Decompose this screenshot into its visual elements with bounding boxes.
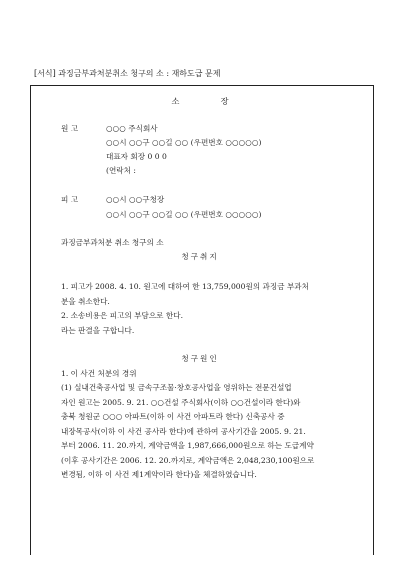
claim-reason-heading: 청구원인 <box>181 354 219 363</box>
case-name: 과징금부과처분 취소 청구의 소 <box>61 238 164 247</box>
claim-purpose-heading: 청구취지 <box>181 252 219 261</box>
title-char-1: 소 <box>171 96 180 106</box>
claim-purpose-line: 2. 소송비용은 피고의 부담으로 한다. <box>61 311 184 320</box>
claim-purpose-line: 라는 판결을 구합니다. <box>61 326 135 335</box>
title-char-2: 장 <box>220 96 229 106</box>
claim-reason-line: 내장목공사(이하 이 사건 공사라 한다)에 관하여 공사기간을 2005. 9. 21. <box>61 427 306 436</box>
claim-reason-line: 부터 2006. 11. 20.까지, 계약금액을 1,987,666,000원으로 하는 도급계약 <box>61 441 314 450</box>
plaintiff-label: 원 고 <box>61 124 79 133</box>
claim-reason-line: (1) 실내건축공사업 및 금속구조물·창호공사업을 영위하는 전문건설업 <box>61 383 292 392</box>
defendant-name: ○○시 ○○구청장 <box>106 195 165 204</box>
claim-reason-line: (이후 공사기간은 2006. 12. 20.까지로, 계약금액은 2,048,230,100원으로 <box>61 456 315 465</box>
document-title <box>0 96 400 106</box>
document-header: [서식] 과징금부과처분취소 청구의 소 : 재하도급 문제 <box>34 69 221 78</box>
defendant-label: 피 고 <box>61 195 79 204</box>
plaintiff-representative: 대표자 회장 0 0 0 <box>106 152 167 161</box>
claim-reason-line: 1. 이 사건 처분의 경위 <box>61 369 137 378</box>
claim-purpose-line: 분을 취소한다. <box>61 297 110 306</box>
plaintiff-name: ○○○ 주식회사 <box>106 124 158 133</box>
plaintiff-contact: (연락처 : <box>106 166 136 175</box>
claim-reason-line: 충북 청원군 ○○○ 아파트(이하 이 사건 아파트라 한다) 신축공사 중 <box>61 412 285 421</box>
plaintiff-address: ○○시 ○○구 ○○길 ○○ (우편번호 ○○○○○) <box>106 138 262 147</box>
defendant-address: ○○시 ○○구 ○○길 ○○ (우편번호 ○○○○○) <box>106 210 262 219</box>
claim-reason-line: 변경됨, 이하 이 사건 제1계약이라 한다)을 체결하였습니다. <box>61 470 257 479</box>
claim-purpose-line: 1. 피고가 2008. 4. 10. 원고에 대하여 한 13,759,000원의 과징금 부과처 <box>61 282 309 291</box>
claim-reason-line: 자인 원고는 2005. 9. 21. ○○건설 주식회사(이하 ○○건설이라 한다)와 <box>61 398 301 407</box>
